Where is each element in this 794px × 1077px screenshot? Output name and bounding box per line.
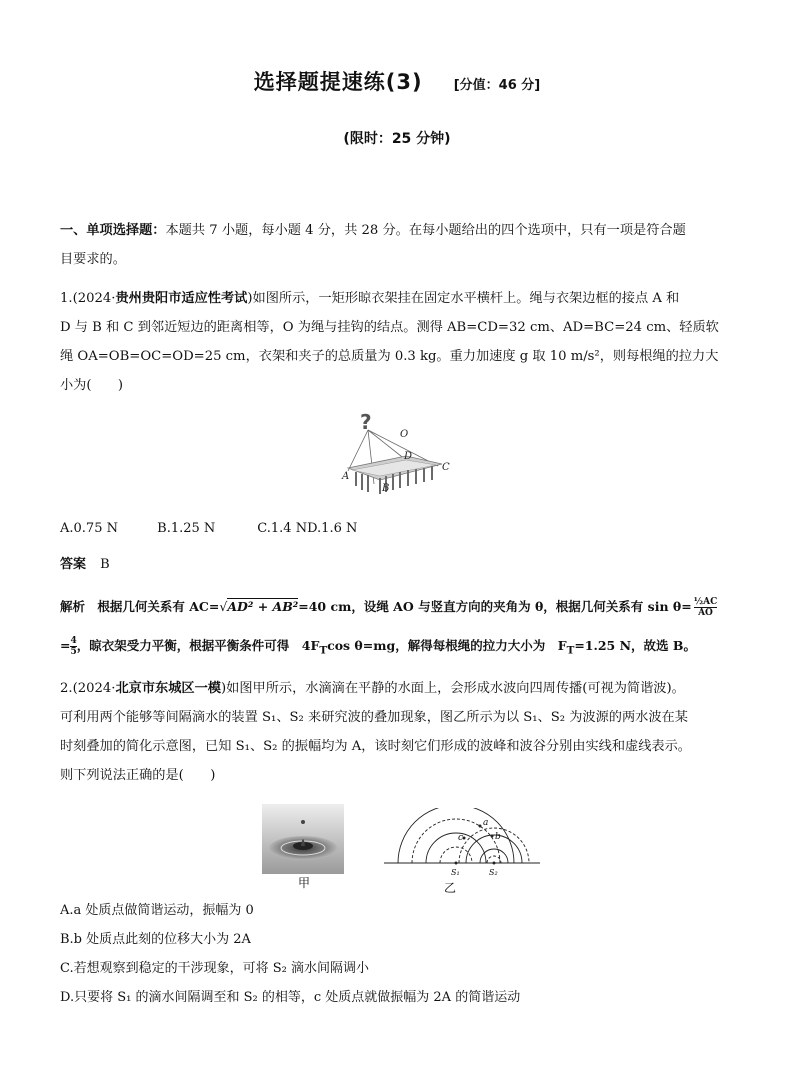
- label-b: b: [495, 832, 501, 842]
- question-2: [60, 674, 750, 790]
- q2-option-d[interactable]: D.只要将 S₁ 的滴水间隔调至和 S₂ 的相等，c 处质点就做振幅为 2A 的简谐运动: [60, 990, 521, 1005]
- label-D: D: [404, 451, 413, 462]
- q2-source: 北京市东城区一模: [115, 681, 221, 696]
- q1-line4: 小为( ): [60, 378, 124, 393]
- analysis-text-5: =1.25 N，故选 B。: [574, 638, 696, 653]
- q2-figure-yi-diagram: [384, 808, 540, 878]
- q2-option-a[interactable]: A.a 处质点做简谐运动，振幅为 0: [60, 903, 254, 918]
- analysis-fraction: [694, 597, 718, 618]
- label-a: a: [483, 818, 489, 828]
- q2-options: [60, 896, 750, 1012]
- q2-line4: 则下列说法正确的是( ): [60, 768, 216, 783]
- section-intro-line1: 本题共 7 小题，每小题 4 分，共 28 分。在每小题给出的四个选项中，只有一项是符合题: [165, 223, 686, 238]
- hook-icon: ?: [360, 410, 372, 434]
- label-C: C: [442, 462, 450, 473]
- q1-figure-rack: [338, 408, 466, 494]
- page-title: 选择题提速练(3): [253, 70, 423, 94]
- q1-analysis-line1: 解析 根据几何关系有 AC=√AD² + AB²=40 cm，设绳 AO 与竖直方向的夹角为 θ，根据几何关系有 sin θ= $\frac{\text{½AC}}{AO}$: [60, 597, 718, 618]
- caption-jia: 甲: [298, 876, 311, 890]
- q2-number: 2.(2024·: [60, 681, 116, 696]
- q1-line2: D 与 B 和 C 到邻近短边的距离相等，O 为绳与挂钩的结点。测得 AB=CD=32 cm、AD=BC=24 cm、轻质软: [60, 320, 719, 335]
- section-intro-line2: 目要求的。: [60, 252, 126, 267]
- sub-T1: T: [319, 644, 328, 657]
- q1-option-d[interactable]: D.1.6 N: [307, 521, 358, 536]
- analysis-text-1: 根据几何关系有 AC=: [97, 599, 220, 614]
- q1-answer: [60, 553, 110, 572]
- q2-line1: )如图甲所示，水滴滴在平静的水面上，会形成水波向四周传播(可视为简谐波)。: [220, 681, 685, 696]
- analysis-sqrt: AD² + AB²: [227, 599, 299, 614]
- q1-analysis-line2: [60, 636, 750, 657]
- score-label: [分值：46 分]: [453, 78, 541, 93]
- q1-line3: 绳 OA=OB=OC=OD=25 cm，衣架和夹子的总质量为 0.3 kg。重力加速度 g 取 10 m/s²，则每根绳的拉力大: [60, 349, 719, 364]
- sub-T2: T: [566, 644, 575, 657]
- label-A: A: [342, 471, 350, 482]
- q1-source: 贵州贵阳市适应性考试: [115, 291, 248, 306]
- frac2-numerator: 4: [70, 636, 77, 646]
- question-1: [60, 284, 736, 400]
- q1-option-a[interactable]: A.0.75 N: [60, 521, 118, 536]
- q1-option-b[interactable]: B.1.25 N: [157, 521, 216, 536]
- answer-label: 答案: [60, 557, 87, 572]
- analysis-label: 解析: [60, 599, 86, 614]
- q1-number: 1.(2024·: [60, 291, 116, 306]
- q2-line3: 时刻叠加的简化示意图，已知 S₁、S₂ 的振幅均为 A，该时刻它们形成的波峰和波谷分别由实线和虚线表示。: [60, 739, 691, 754]
- section-intro: [60, 216, 736, 274]
- q2-option-b[interactable]: B.b 处质点此刻的位移大小为 2A: [60, 932, 251, 947]
- label-s1: S₁: [451, 868, 460, 877]
- answer-value: B: [100, 557, 110, 572]
- label-B: B: [382, 483, 390, 494]
- q1-option-c[interactable]: C.1.4 N: [257, 521, 308, 536]
- section-heading: 一、单项选择题：: [60, 223, 166, 238]
- frac-numerator: ½AC: [693, 597, 718, 607]
- page-title-row: [0, 66, 794, 96]
- label-c: c: [458, 833, 464, 843]
- analysis-eq: =: [60, 638, 71, 653]
- q2-line2: 可利用两个能够等间隔滴水的装置 S₁、S₂ 来研究波的叠加现象，图乙所示为以 S₁、S₂ 为波源的两水波在某: [60, 710, 688, 725]
- analysis-text-2: =40 cm，设绳 AO 与竖直方向的夹角为 θ，根据几何关系有 sin θ=: [298, 599, 692, 614]
- frac2-denominator: 5: [70, 647, 77, 657]
- frac-denominator: AO: [698, 608, 713, 618]
- q1-line1: )如图所示，一矩形晾衣架挂在固定水平横杆上。绳与衣架边框的接点 A 和: [247, 291, 680, 306]
- label-s2: S₂: [489, 868, 498, 877]
- label-O: O: [400, 429, 409, 440]
- q2-option-c[interactable]: C.若想观察到稳定的干涉现象，可将 S₂ 滴水间隔调小: [60, 961, 369, 976]
- analysis-text-3: ，晾衣架受力平衡，根据平衡条件可得 4F: [76, 638, 320, 653]
- q1-options: [60, 521, 736, 536]
- time-limit: (限时：25 分钟): [343, 131, 451, 147]
- caption-yi: 乙: [444, 881, 457, 895]
- analysis-text-4: cos θ=mg，解得每根绳的拉力大小为 F: [327, 638, 567, 653]
- q2-figure-jia-photo: [262, 804, 344, 874]
